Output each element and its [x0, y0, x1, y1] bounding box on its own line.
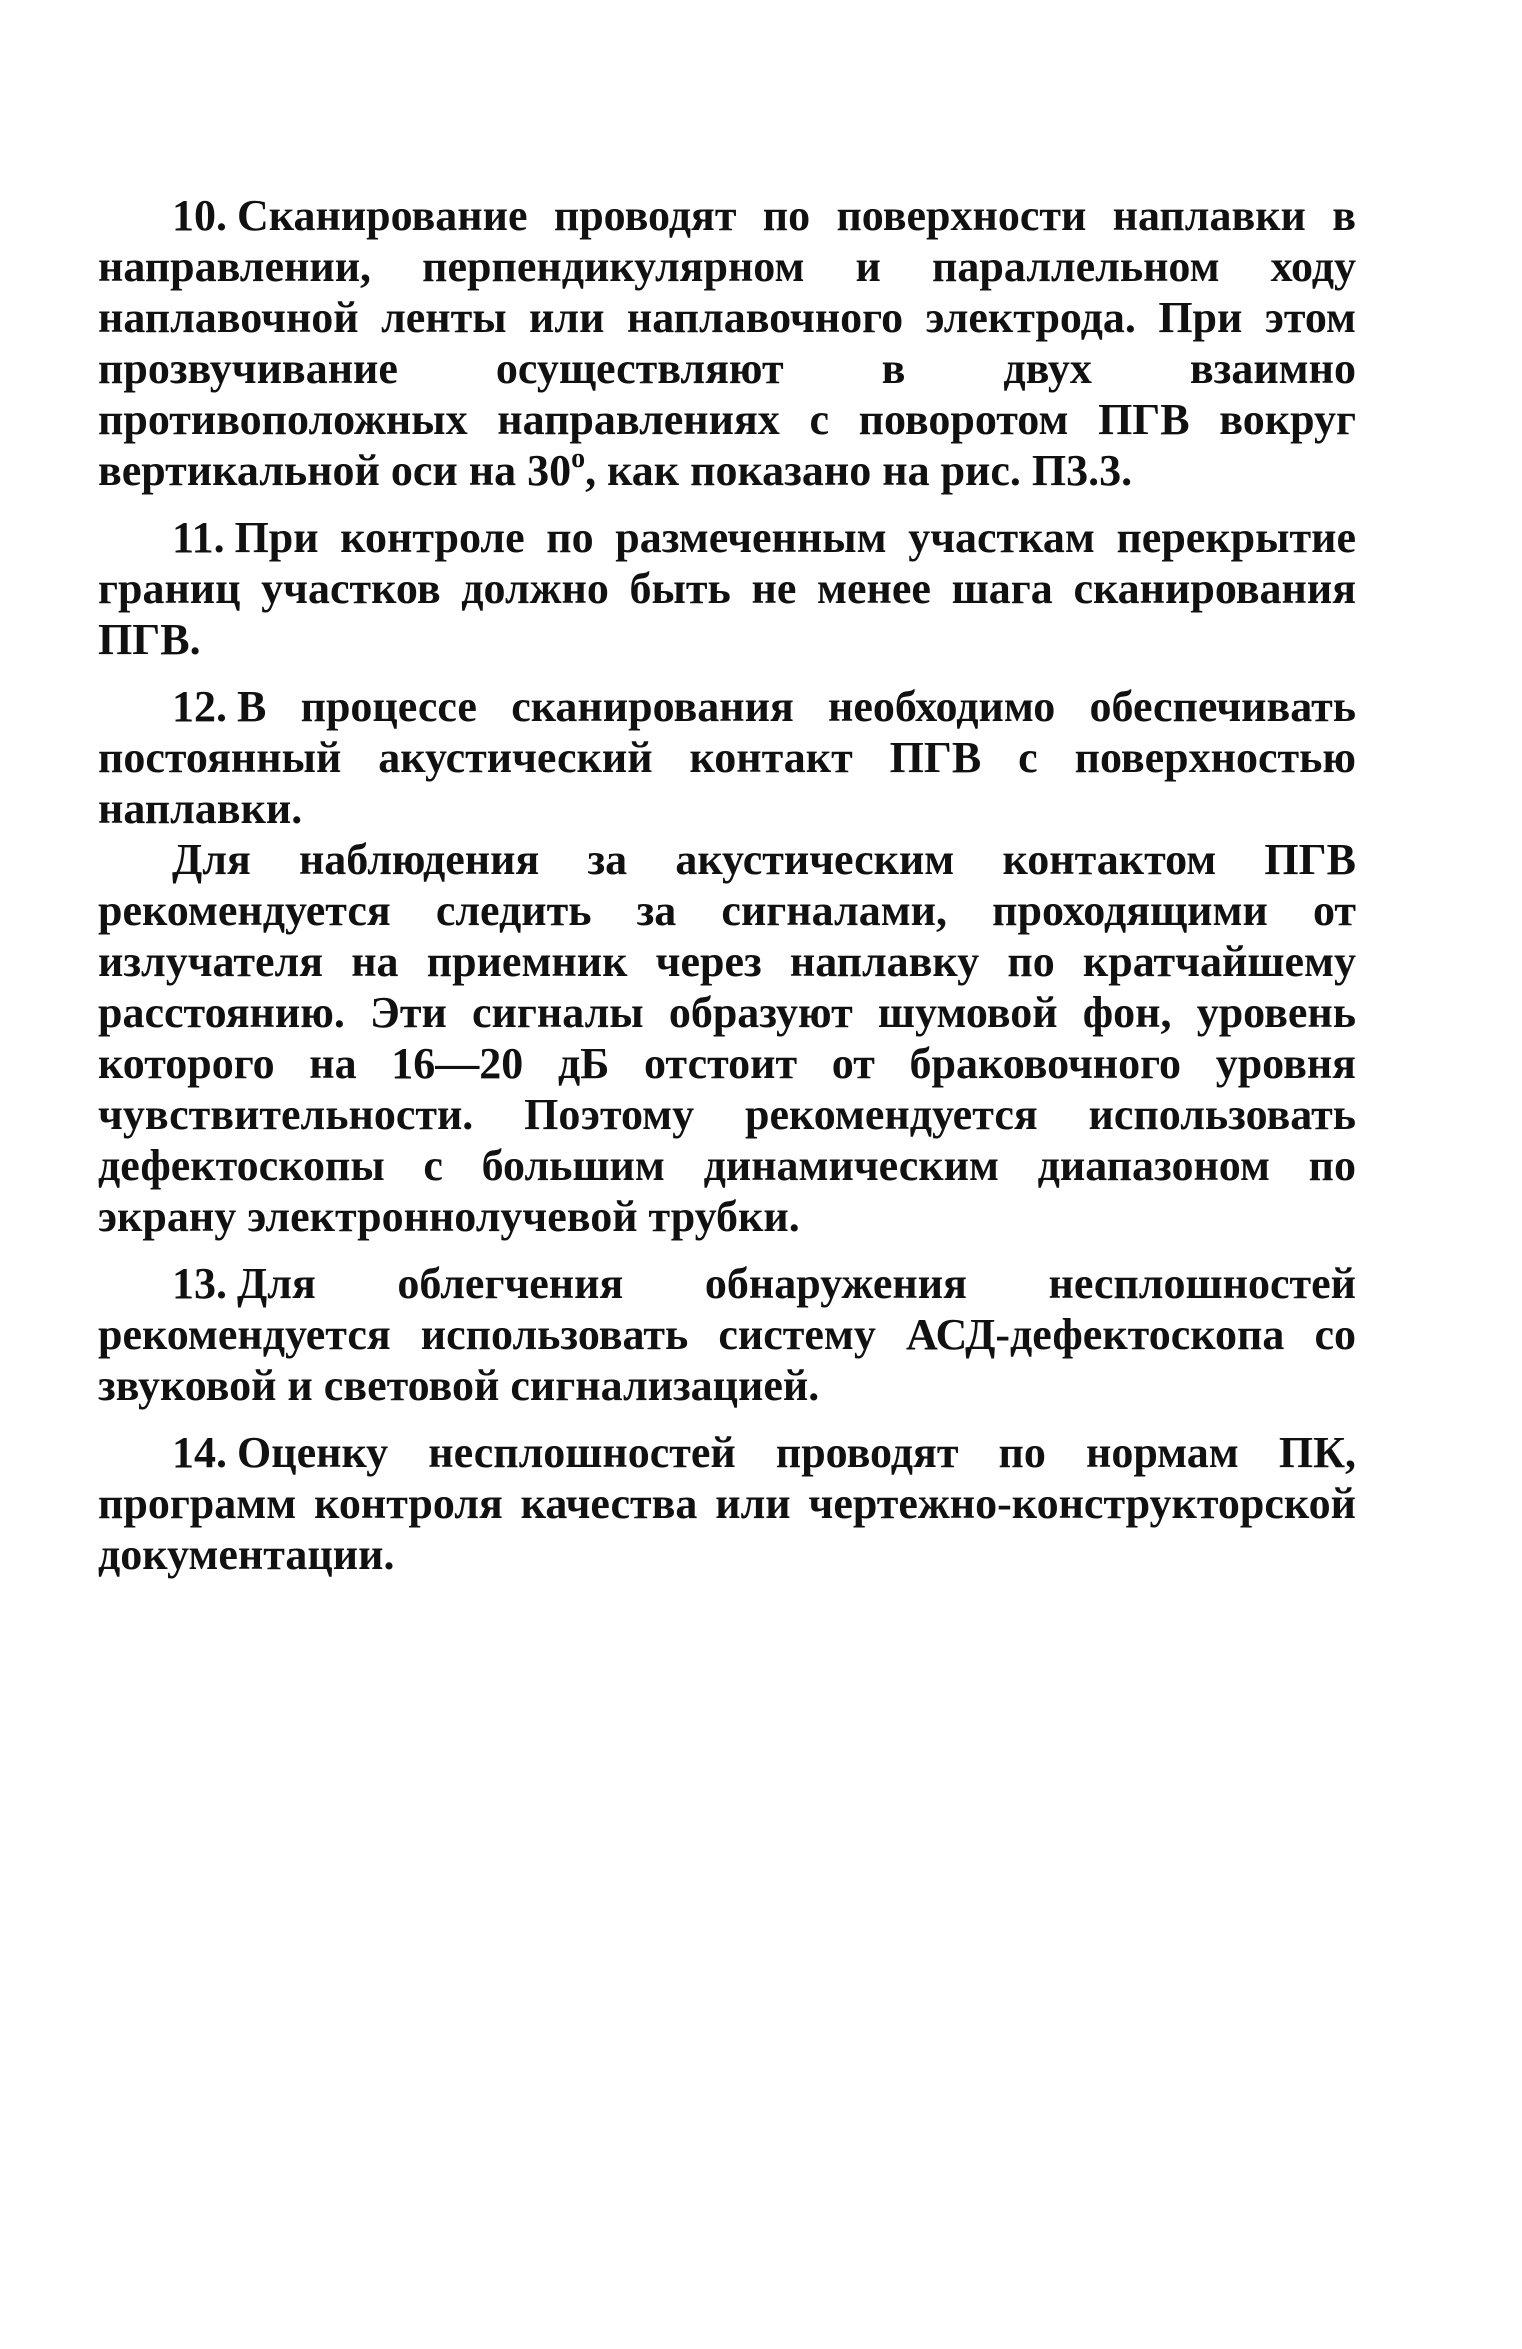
paragraph-13 [98, 1258, 1356, 1411]
paragraph-number: 11. [172, 513, 225, 562]
paragraph-text: Для облегчения обнаружения несплошностей рекомендуется использовать систему АСД-дефектоскопа со звуковой и световой сигнализацией. [98, 1259, 1356, 1410]
paragraph-10 [98, 190, 1356, 496]
degree-superscript: о [571, 443, 586, 474]
document-page [98, 190, 1356, 1596]
paragraph-number: 14. [172, 1428, 227, 1477]
paragraph-11 [98, 512, 1356, 665]
paragraph-12-note [98, 834, 1356, 1242]
paragraph-text-end: , как показано на рис. П3.3. [585, 446, 1133, 495]
paragraph-number: 10. [172, 191, 227, 240]
paragraph-14 [98, 1427, 1356, 1580]
paragraph-text: Сканирование проводят по поверхности наплавки в направлении, перпендикулярном и параллельном ходу наплавочной ленты или наплавочного электрода. При этом прозвучивание осуществляют в двух взаимно противоположных направлениях с поворотом ПГВ вокруг вертикальной оси на 30 [98, 191, 1356, 495]
paragraph-12 [98, 681, 1356, 834]
paragraph-text: Оценку несплошностей проводят по нормам ПК, программ контроля качества или чертежно-конструкторской документации. [98, 1428, 1356, 1579]
paragraph-text: При контроле по размеченным участкам перекрытие границ участков должно быть не менее шага сканирования ПГВ. [98, 513, 1356, 664]
paragraph-text: В процессе сканирования необходимо обеспечивать постоянный акустический контакт ПГВ с поверхностью наплавки. [98, 682, 1356, 833]
paragraph-text: Для наблюдения за акустическим контактом ПГВ рекомендуется следить за сигналами, проходящими от излучателя на приемник через наплавку по кратчайшему расстоянию. Эти сигналы образуют шумовой фон, уровень которого на 16—20 дБ отстоит от браковочного уровня чувствительности. Поэтому рекомендуется использовать дефектоскопы с большим динамическим диапазоном по экрану электроннолучевой трубки. [98, 835, 1356, 1241]
paragraph-number: 12. [172, 682, 227, 731]
paragraph-number: 13. [172, 1259, 227, 1308]
